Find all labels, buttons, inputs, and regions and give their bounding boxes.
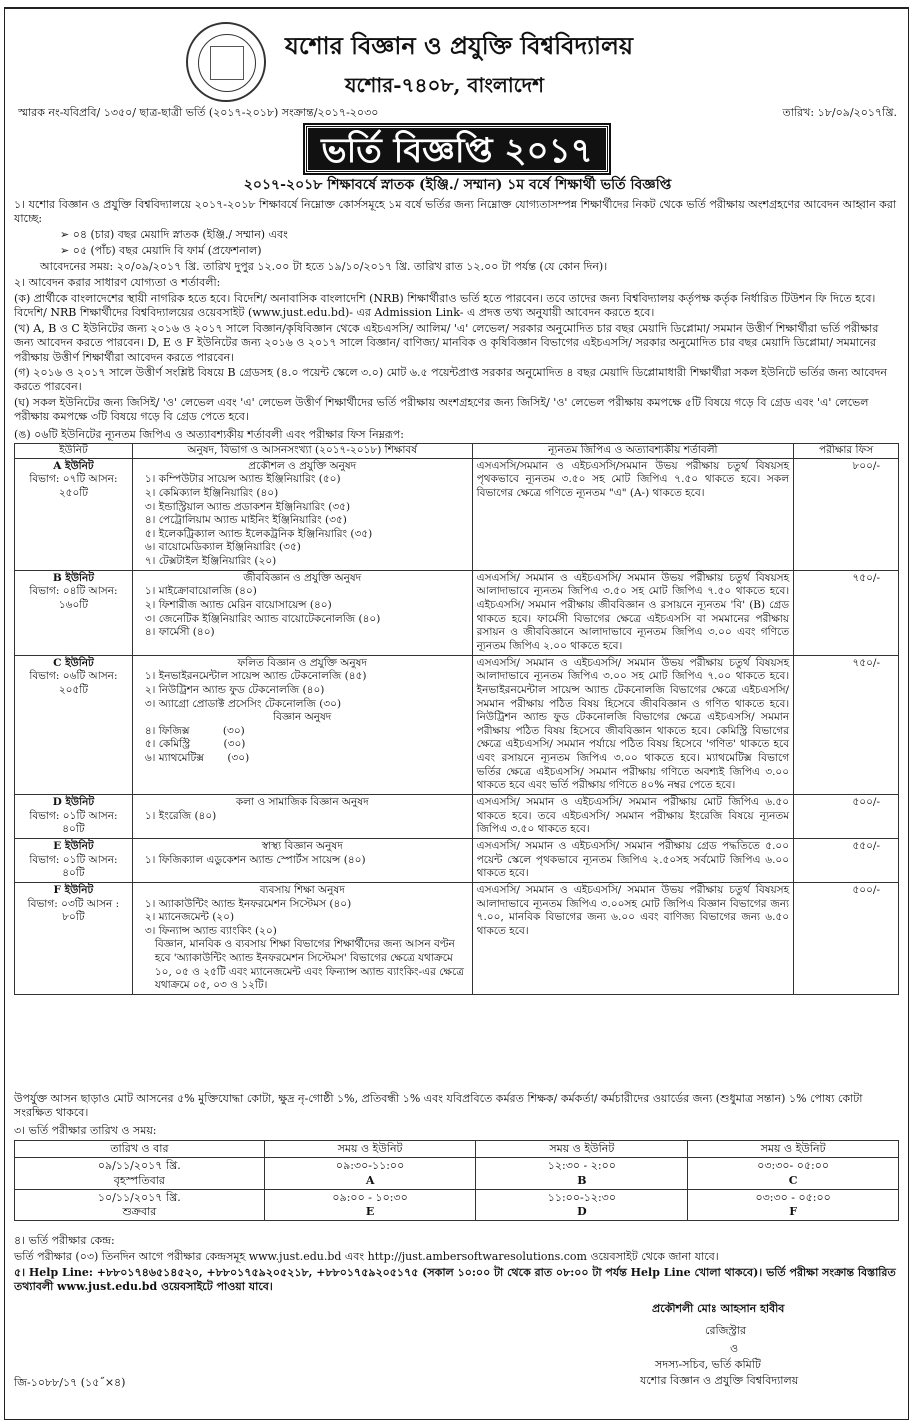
schedule-title: ৩। ভর্তি পরীক্ষার তারিখ ও সময়: xyxy=(14,1124,157,1137)
slot-time: ০৩:৩০- ০৫:০০ xyxy=(757,1159,830,1173)
slot-time: ১২:৩০ - ২:০০ xyxy=(547,1159,616,1173)
notice-banner: ভর্তি বিজ্ঞপ্তি ২০১৭ xyxy=(305,125,609,173)
department-item: ৪। ফার্মেসী (৪০) xyxy=(144,626,215,639)
condition-cell: এসএসসি/ সমমান ও এইচএসসি/ সমমান উভয় পরীক্ষায় চতুর্থ বিষয়সহ আলাদাভাবে ন্যূনতম জিপিএ ৩.০০ সহ মোট জিপিএ ৭.০০ থাকতে হবে। ইনভাইরনমেন্টাল সায়েন্স অ্যান্ড টেকনোলজি বিভাগের ক্ষেত্রে এইচএসসি/সমমান পরীক্ষায় পঠিত বিষয় হিসেবে জীববিজ্ঞান ও গণিত থাকতে হবে। নিউট্রিশন অ্যান্ড ফুড টেকনোলজি বিভাগের ক্ষেত্রে এইচএসসি/ সমমান পরীক্ষায় পঠিত বিষয় হিসেবে জীববিজ্ঞান থাকতে হবে। কেমিস্ট্রি বিভাগের ক্ষেত্রে এইচএসসি/ সমমান পর্যায়ে পঠিত বিষয় হিসেবে 'গণিত' থাকতে হবে এবং রসায়নে ন্যূনতম জিপিএ ৩.০০ থাকতে হবে। ম্যাথমেটিক্স বিভাগে ভর্তির ক্ষেত্রে এইচএসসি/ সমমান পরীক্ষায় গণিতে অবশ্যই জিপিএ ৩.০০ থাকতে হবে এবং ভর্তি পরীক্ষায় গণিতে ৪০% নম্বর পেতে হবে। xyxy=(472,655,793,794)
slot-unit: F xyxy=(789,1205,798,1219)
faculty-cell xyxy=(132,838,472,882)
signatory-name: প্রকৌশলী মোঃ আহসান হাবীব xyxy=(652,1302,785,1315)
table-row xyxy=(15,795,899,839)
department-item: ২। নিউট্রিশন অ্যান্ড ফুড টেকনোলজি (৪০) xyxy=(144,683,325,696)
condition-kha: (খ) A, B ও C ইউনিটের জন্য ২০১৬ ও ২০১৭ সালে বিজ্ঞান/কৃষিবিজ্ঞান থেকে এইচএসসি/ আলিম/ 'এ' লেভেল/ সরকার অনুমোদিত চার বছর মেয়াদি ডিপ্লোমা/ সমমান উত্তীর্ণ শিক্ষার্থীরা ভর্তি পরীক্ষার জন্য আবেদন করতে পারবেন। D, E ও F ইউনিটের জন্য ২০১৬ ও ২০১৭ সালে বিজ্ঞান/ বাণিজ্য/ মানবিক ও কৃষিবিজ্ঞান বিভাগের এইচএসসি/ সরকার অনুমোদিত চার বছর মেয়াদি ডিপ্লোমা/ সমমানের পরীক্ষায় উত্তীর্ণ শিক্ষার্থীরা আবেদন করতে পারবেন। xyxy=(14,322,879,364)
department-item: ১। মাইক্রোবায়োলজি (৪০) xyxy=(144,585,257,598)
fee-cell: ৫৫০/- xyxy=(794,838,899,882)
department-item: ৪। ফিজিক্স (৩০) xyxy=(144,724,245,737)
slot-unit: E xyxy=(365,1205,375,1219)
department-item: ৭। টেক্সটাইল ইঞ্জিনিয়ারিং (২০) xyxy=(144,555,277,568)
notice-date: তারিখ: ১৮/০৯/২০১৭খ্রি. xyxy=(782,106,897,119)
unit-cell xyxy=(15,655,133,794)
condition-ka: (ক) প্রার্থীকে বাংলাদেশের স্থায়ী নাগরিক হতে হবে। বিদেশি/ অনাবাসিক বাংলাদেশি (NRB) শিক্ষার্থীরাও ভর্তি হতে পারবেন। তবে তাদের জন্য বিশ্ববিদ্যালয় কর্তৃপক্ষ কর্তৃক নির্ধারিত টিউশন ফি দিতে হবে। বিদেশি/ NRB শিক্ষার্থীদের বিশ্ববিদ্যালয়ের ওয়েবসাইট (www.just.edu.bd)- এর Admission Link- এ প্রদত্ত তথ্য অনুযায়ী আবেদন করতে হবে। xyxy=(14,292,876,320)
fee-cell: ৭৫০/- xyxy=(794,570,899,655)
table-row xyxy=(15,655,899,794)
condition-cell: এসএসসি/ সমমান ও এইচএসসি/ সমমান পরীক্ষায় মোট জিপিএ ৬.৫০ থাকতে হবে। তবে এইচএসসি/ সমমান পরীক্ষায় ইংরেজি বিষয়ে ন্যূনতম জিপিএ ৩.৫০ থাকতে হবে। xyxy=(472,795,793,839)
table-row xyxy=(15,882,899,994)
fee-cell: ৫০০/- xyxy=(794,795,899,839)
faculty-name: প্রকৌশল ও প্রযুক্তি অনুষদ xyxy=(248,459,357,472)
department-item: ৪। পেট্রোলিয়াম অ্যান্ড মাইনিং ইঞ্জিনিয়ারিং (৩৫) xyxy=(144,514,347,527)
unit-cell xyxy=(15,570,133,655)
condition-cell: এসএসসি/ সমমান ও এইচএসসি/ সমমান উভয় পরীক্ষায় চতুর্থ বিষয়সহ আলাদাভাবে ন্যূনতম জিপিএ ৩.৫০ সহ মোট জিপিএ ৭.৫০ থাকতে হবে। এইচএসসি/ সমমান পরীক্ষায় জীববিজ্ঞান ও রসায়নে ন্যূনতম 'বি' (B) গ্রেড থাকতে হবে। ফার্মেসী বিভাগের ক্ষেত্রে এইচএসসি বা সমমানের পরীক্ষায় রসায়ন ও জীববিজ্ঞানে আলাদাভাবে ন্যূনতম জিপিএ ৩.০০ এবং গণিতে ন্যূনতম জিপিএ ২.০০ থাকতে হবে। xyxy=(472,570,793,655)
exam-day: বৃহস্পতিবার xyxy=(113,1173,165,1187)
table-row xyxy=(15,838,899,882)
faculty-name: কলা ও সামাজিক বিজ্ঞান অনুষদ xyxy=(235,796,369,809)
table-row xyxy=(15,1189,899,1221)
department-item: ৩। ফিন্যান্স অ্যান্ড ব্যাংকিং (২০) xyxy=(144,924,277,937)
slot-cell xyxy=(688,1158,899,1190)
slot-cell xyxy=(476,1158,688,1190)
fee-cell: ৮০০/- xyxy=(794,458,899,570)
column-header: ইউনিট xyxy=(15,444,133,459)
condition-cell: এসএসসি/ সমমান ও এইচএসসি/ সমমান উভয় পরীক্ষায় চতুর্থ বিষয়সহ আলাদাভাবে ন্যূনতম জিপিএ ৩.০০সহ মোট জিপিএ বিজ্ঞান বিভাগের জন্য ৭.০০, মানবিক বিভাগের জন্য ৬.০০ এবং বাণিজ্য বিভাগের জন্য ৬.৫০ থাকতে হবে। xyxy=(472,882,793,994)
unit-name: B ইউনিট xyxy=(52,571,94,584)
faculty-name: জীববিজ্ঞান ও প্রযুক্তি অনুষদ xyxy=(243,571,362,584)
schedule-table xyxy=(14,1140,899,1221)
department-item: ৫। ইলেকট্রিক্যাল অ্যান্ড ইলেকট্রনিক ইঞ্জিনিয়ারিং (৩৫) xyxy=(144,527,373,540)
faculty-cell xyxy=(132,882,472,994)
faculty-name: ব্যবসায় শিক্ষা অনুষদ xyxy=(259,883,345,896)
department-item: ৩। ইন্ডাস্ট্রিয়াল অ্যান্ড প্রডাকশন ইঞ্জিনিয়ারিং (৩৫) xyxy=(144,500,351,513)
table-header-row xyxy=(15,444,899,459)
fee-cell: ৭৫০/- xyxy=(794,655,899,794)
column-header: ন্যূনতম জিপিএ ও অত্যাবশ্যকীয় শর্তাবলী xyxy=(472,444,793,459)
column-header: অনুষদ, বিভাগ ও আসনসংখ্যা (২০১৭-২০১৮) শিক্ষাবর্ষ xyxy=(132,444,472,459)
slot-cell xyxy=(264,1189,476,1221)
quota-note: উপর্যুক্ত আসন ছাড়াও মোট আসনের ৫% মুক্তিযোদ্ধা কোটা, ক্ষুদ্র নৃ-গোষ্ঠী ১%, প্রতিবন্ধী ১% এবং যবিপ্রবিতে কর্মরত শিক্ষক/ কর্মকর্তা/ কর্মচারীদের ওয়ার্ডের জন্য (শুধুমাত্র সন্তান) ১% পোষ্য কোটা সংরক্ষিত থাকবে। xyxy=(14,1092,863,1120)
application-period: আবেদনের সময়: ২০/০৯/২০১৭ খ্রি. তারিখ দুপুর ১২.০০ টা হতে ১৯/১০/২০১৭ খ্রি. তারিখ রাত ১২.০০ টা পর্যন্ত (যে কোন দিন)। xyxy=(40,260,608,273)
signatory-role: রেজিস্ট্রার xyxy=(705,1324,747,1337)
unit-info: বিভাগ: ০১টি আসন: ৪০টি xyxy=(29,809,118,836)
slot-unit: D xyxy=(577,1205,587,1219)
exam-day: শুক্রবার xyxy=(122,1205,157,1219)
slot-unit: C xyxy=(788,1173,798,1187)
department-item: ২। কেমিক্যাল ইঞ্জিনিয়ারিং (৪০) xyxy=(144,486,279,499)
unit-name: A ইউনিট xyxy=(53,459,94,472)
unit-cell xyxy=(15,795,133,839)
department-item: ৬। ম্যাথমেটিক্স (৩০) xyxy=(144,752,250,765)
column-header: সময় ও ইউনিট xyxy=(476,1141,688,1158)
table-row xyxy=(15,1158,899,1190)
slot-time: ১১:০০-১২:৩০ xyxy=(547,1190,616,1204)
slot-unit: B xyxy=(577,1173,587,1187)
signatory-organization: যশোর বিজ্ঞান ও প্রযুক্তি বিশ্ববিদ্যালয় xyxy=(640,1374,799,1387)
condition-gha: (ঘ) সকল ইউনিটের জন্য জিসিই/ 'ও' লেভেল এবং 'এ' লেভেল উত্তীর্ণ শিক্ষার্থীদের ভর্তি পরীক্ষায় অংশগ্রহণের জন্য জিসিই/ 'ও' লেভেল পরীক্ষায় কমপক্ষে ৫টি বিষয়ে গড়ে বি গ্রেড এবং 'এ' লেভেল পরীক্ষায় কমপক্ষে ৩টি বিষয়ে গড়ে বি গ্রেড পেতে হবে। xyxy=(14,396,869,424)
faculty-name: স্বাস্থ্য বিজ্ঞান অনুষদ xyxy=(261,839,343,852)
slot-unit: A xyxy=(365,1173,375,1187)
table-row xyxy=(15,570,899,655)
department-item: ৬। বায়োমেডিক্যাল ইঞ্জিনিয়ারিং (৩৫) xyxy=(144,541,301,554)
department-item: ১। ইনভাইরনমেন্টাল সায়েন্স অ্যান্ড টেকনোলজি (৪৫) xyxy=(144,670,367,683)
department-item: ২। ম্যানেজমেন্ট (২০) xyxy=(144,911,235,924)
intro-paragraph: ১। যশোর বিজ্ঞান ও প্রযুক্তি বিশ্ববিদ্যালয়ে ২০১৭-২০১৮ শিক্ষাবর্ষে নিম্নোক্ত কোর্সসমূহে ১ম বর্ষে ভর্তির জন্য নিম্নোক্ত যোগ্যতাসম্পন্ন শিক্ষার্থীদের নিকট থেকে ভর্তি পরীক্ষায় অংশগ্রহণের আবেদন আহ্বান করা যাচ্ছে: xyxy=(14,198,897,226)
table-row xyxy=(15,458,899,570)
column-header: তারিখ ও বার xyxy=(15,1141,265,1158)
list-item: ➢ ০৪ (চার) বছর মেয়াদি স্নাতক (ইঞ্জি./ সম্মান) এবং xyxy=(60,228,288,241)
section-heading: ২। আবেদন করার সাধারণ যোগ্যতা ও শর্তাবলী: xyxy=(14,276,221,289)
column-header: সময় ও ইউনিট xyxy=(688,1141,899,1158)
column-header: পরীক্ষার ফিস xyxy=(794,444,899,459)
department-item: ১। ফিজিক্যাল এডুকেশন অ্যান্ড স্পোর্টস সায়েন্স (৪০) xyxy=(144,853,366,866)
unit-cell xyxy=(15,458,133,570)
slot-time: ০৯:০০ - ১০:৩০ xyxy=(332,1190,408,1204)
department-item: ৫। কেমিস্ট্রি (৩০) xyxy=(144,738,246,751)
unit-info: বিভাগ: ০৩টি আসন : ৮০টি xyxy=(27,897,120,924)
department-item: ২। ফিশারীজ অ্যান্ড মেরিন বায়োসায়েন্স (৪০) xyxy=(144,599,332,612)
faculty-cell xyxy=(132,655,472,794)
unit-name: C ইউনিট xyxy=(53,656,94,669)
unit-cell xyxy=(15,882,133,994)
column-header: সময় ও ইউনিট xyxy=(264,1141,476,1158)
unit-cell xyxy=(15,838,133,882)
print-code: জি-১০৮৮/১৭ (১৫˝×৪) xyxy=(14,1376,126,1389)
date-cell xyxy=(15,1189,265,1221)
unit-info: বিভাগ: ০৬টি আসন: ২০৫টি xyxy=(29,670,118,696)
faculty-cell xyxy=(132,570,472,655)
unit-info: বিভাগ: ০১টি আসন: ৪০টি xyxy=(29,853,118,880)
unit-name: E ইউনিট xyxy=(53,839,94,852)
centre-title: ৪। ভর্তি পরীক্ষার কেন্দ্র: xyxy=(14,1234,115,1247)
helpline-text: ৫। Help Line: +৮৮০১৭৪৬৫১৪৫২০, +৮৮০১৭৫৯২০৫২১৮, +৮৮০১৭৫৯২০৫১৭৫ (সকাল ১০:০০ টা থেকে রাত ০৮:০০ টা পর্যন্ত Help Line খোলা থাকবে)। ভর্তি পরীক্ষা সংক্রান্ত বিস্তারিত তথ্যাবলী www.just.edu.bd ওয়েবসাইটে পাওয়া যাবে। xyxy=(14,1266,896,1294)
department-item: ৩। জেনেটিক ইঞ্জিনিয়ারিং অ্যান্ড বায়োটেকনোলজি (৪০) xyxy=(144,612,381,625)
notice-subtitle: ২০১৭-২০১৮ শিক্ষাবর্ষে স্নাতক (ইঞ্জি./ সম্মান) ১ম বর্ষে শিক্ষার্থী ভর্তি বিজ্ঞপ্তি xyxy=(243,177,672,193)
slot-time: ০৩:৩০ - ০৫:০০ xyxy=(755,1190,831,1204)
condition-cell: এসএসসি/ সমমান ও এইচএসসি/ সমমান পরীক্ষায় গ্রেড পদ্ধতিতে ৫.০০ পয়েন্ট স্কেলে পৃথকভাবে ন্যূনতম জিপিএ ২.৫০সহ সর্বমোট জিপিএ ৬.০০ থাকতে হবে। xyxy=(472,838,793,882)
university-name: যশোর বিজ্ঞান ও প্রযুক্তি বিশ্ববিদ্যালয় xyxy=(285,31,634,60)
exam-date: ১০/১১/২০১৭ খ্রি. xyxy=(97,1190,181,1204)
seat-allocation-note: বিজ্ঞান, মানবিক ও ব্যবসায় শিক্ষা বিভাগের শিক্ষার্থীদের জন্য আসন বণ্টন হবে 'অ্যাকাউন্টিং অ্যান্ড ইনফরমেশন সিস্টেমস' বিভাগের ক্ষেত্রে যথাক্রমে ১০, ০৫ ও ২৫টি এবং ম্যানেজমেন্ট এবং ফিন্যান্স অ্যান্ড ব্যাংকিং-এর ক্ষেত্রে যথাক্রমে ০৫, ০৩ ও ১২টি। xyxy=(154,938,464,992)
slot-cell xyxy=(476,1189,688,1221)
unit-info: বিভাগ: ০৭টি আসন: ২৫০টি xyxy=(29,473,118,499)
unit-name: D ইউনিট xyxy=(52,796,95,809)
units-table xyxy=(14,443,899,995)
department-item: ৩। অ্যাগ্রো প্রোডাক্ট প্রসেসিং টেকনোলজি (৩০) xyxy=(144,697,342,710)
memo-number: স্মারক নং-যবিপ্রবি/ ১৩৫০/ ছাত্র-ছাত্রী ভর্তি (২০১৭-২০১৮) সংক্রান্ত/২০১৭-২০৩০ xyxy=(18,106,379,119)
slot-time: ০৯:৩০-১১:০০ xyxy=(335,1159,405,1173)
centre-text: ভর্তি পরীক্ষার (০৩) তিনদিন আগে পরীক্ষার কেন্দ্রসমূহ www.just.edu.bd এবং http://just.ambersoftwaresolutions.com ওয়েবসাইট থেকে জানা যাবে। xyxy=(14,1250,719,1263)
table-header-row xyxy=(15,1141,899,1158)
slot-cell xyxy=(688,1189,899,1221)
university-seal-icon xyxy=(186,22,266,102)
condition-cell: এসএসসি/সমমান ও এইচএসসি/সমমান উভয় পরীক্ষায় চতুর্থ বিষয়সহ পৃথকভাবে ন্যূনতম ৩.৫০ সহ মোট জিপিএ ৭.৫০ থাকতে হবে। সকল বিভাগের ক্ষেত্রে গণিতে ন্যূনতম "এ" (A-) থাকতে হবে। xyxy=(472,458,793,570)
unit-info: বিভাগ: ০৪টি আসন: ১৬০টি xyxy=(29,585,118,612)
department-item: ১। কম্পিউটার সায়েন্স অ্যান্ড ইঞ্জিনিয়ারিং (৫০) xyxy=(144,473,341,486)
exam-date: ০৯/১১/২০১৭ খ্রি. xyxy=(97,1159,181,1173)
faculty-name: ফলিত বিজ্ঞান ও প্রযুক্তি অনুষদ xyxy=(237,656,367,669)
fee-cell: ৫০০/- xyxy=(794,882,899,994)
university-address: যশোর-৭৪০৮, বাংলাদেশ xyxy=(345,73,545,97)
condition-umo: (ঙ) ০৬টি ইউনিটের ন্যূনতম জিপিএ ও অত্যাবশ্যকীয় শর্তাবলী এবং পরীক্ষার ফিস নিম্নরূপ: xyxy=(14,428,404,441)
unit-name: F ইউনিট xyxy=(53,883,94,896)
faculty-cell xyxy=(132,458,472,570)
signatory-role-2: সদস্য-সচিব, ভর্তি কমিটি xyxy=(655,1358,761,1371)
faculty-name: বিজ্ঞান অনুষদ xyxy=(273,711,332,724)
list-item: ➢ ০৫ (পাঁচ) বছর মেয়াদি বি ফার্ম (প্রফেশনাল) xyxy=(60,244,262,257)
date-cell xyxy=(15,1158,265,1190)
faculty-cell xyxy=(132,795,472,839)
top-rule xyxy=(4,0,909,8)
slot-cell xyxy=(264,1158,476,1190)
department-item: ১। অ্যাকাউন্টিং অ্যান্ড ইনফরমেশন সিস্টেমস (৪০) xyxy=(144,897,352,910)
signatory-and: ও xyxy=(730,1342,739,1355)
condition-ga: (গ) ২০১৬ ও ২০১৭ সালে উত্তীর্ণ সংশ্লিষ্ট বিষয়ে B গ্রেডসহ (৪.০ পয়েন্ট স্কেলে ৩.০) মোট ৬.৫ পয়েন্টপ্রাপ্ত সরকার অনুমোদিত ৪ বছর মেয়াদি ডিপ্লোমাধারী শিক্ষার্থীরা সকল ইউনিটে ভর্তির জন্য আবেদন করতে পারবেন। xyxy=(14,366,887,394)
department-item: ১। ইংরেজি (৪০) xyxy=(144,809,217,822)
